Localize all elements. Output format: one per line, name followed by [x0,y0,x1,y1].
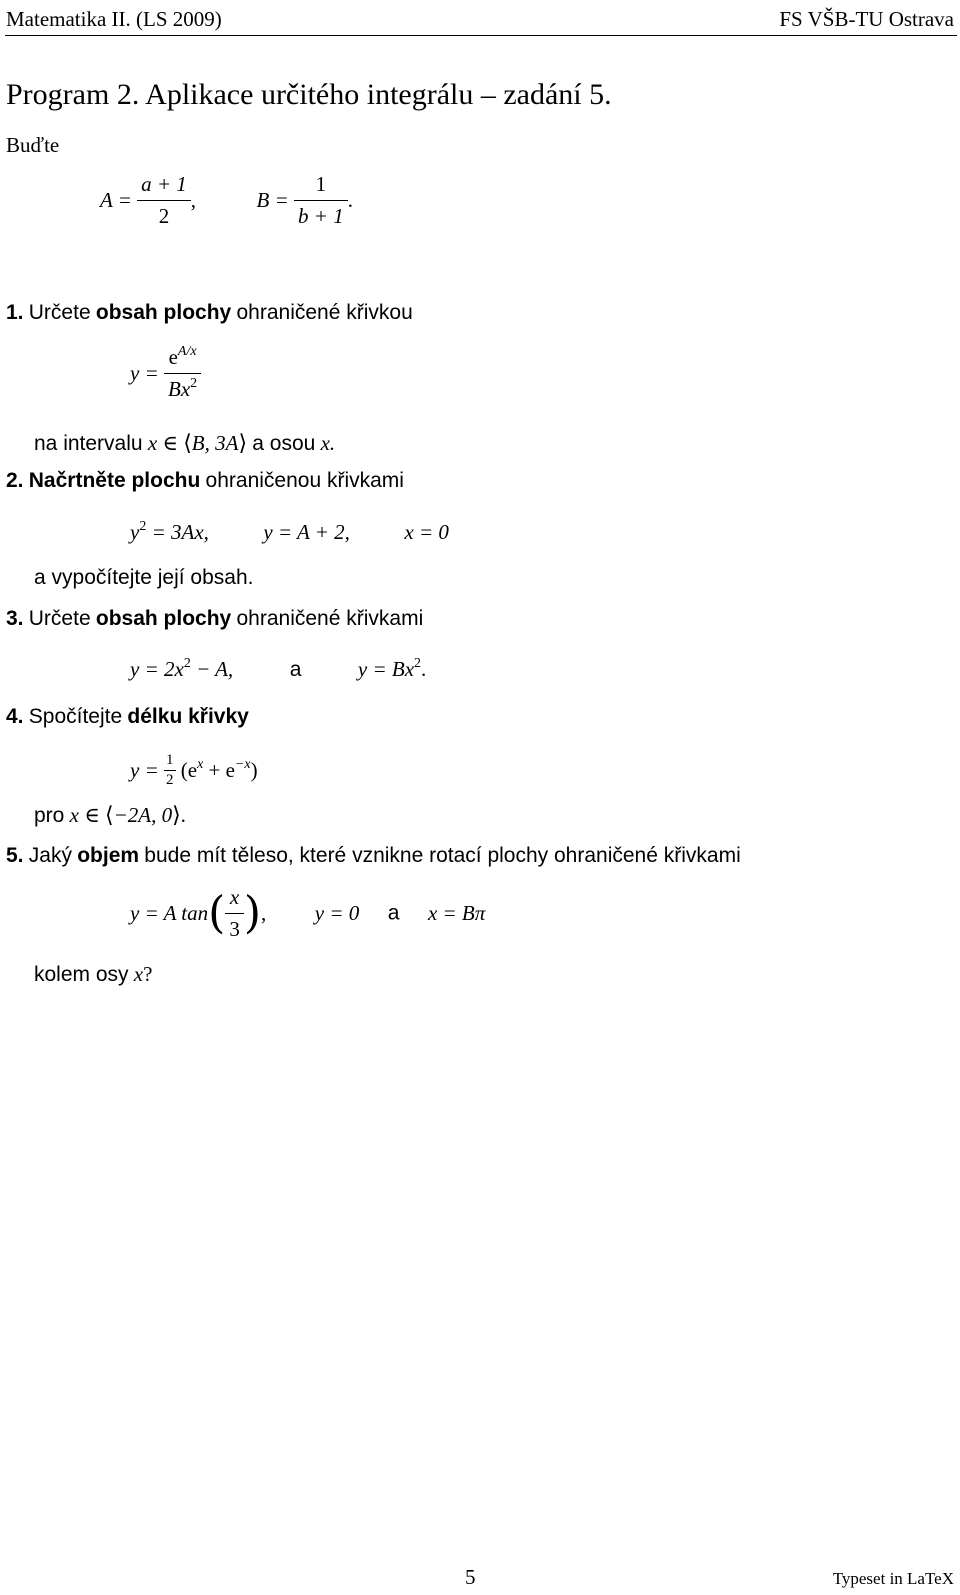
problem-4-bold: délku křivky [127,705,249,728]
p4-eq-denominator: 2 [166,772,174,788]
p5-after-var: x [133,962,144,986]
p1-after-x: x [147,431,158,455]
p3-eq1-sup: 2 [183,656,191,671]
p5-eq-sep: , [261,901,267,925]
p5-eq-lhs: y = A tan [130,901,209,925]
problem-3-bold: obsah plochy [95,607,232,630]
defs-equation [100,172,353,229]
p3-eq1-b: − A, [196,657,234,681]
problem-5-number: 5. [6,844,24,867]
p4-after-rangle: ⟩ [172,803,181,828]
p5-eq2: y = 0 [314,901,360,925]
def-b-denominator: b + 1 [298,204,344,228]
problem-1-text-a: Určete [28,301,91,324]
problem-1-number: 1. [6,301,24,324]
problem-3-text-b: ohraničené křivkami [236,607,424,630]
header-right: FS VŠB-TU Ostrava [779,7,954,31]
problem-1-equation [130,345,201,402]
p2-eq1-rest: = 3Ax, [151,520,209,544]
problem-5-text-b: bude mít těleso, které vznikne rotací plochy ohraničené křivkami [144,844,741,867]
problem-5-equation [130,885,485,942]
problem-3-equation [130,657,426,682]
problem-2-after: a vypočítejte její obsah. [34,566,254,589]
def-a-lhs: A = [100,188,132,212]
p4-eq-body: $(e^x + e^{-x})$ [180,757,258,782]
def-b-fraction [294,172,348,229]
p1-after-langle: ⟨ [183,431,192,456]
problem-3-heading [6,606,423,631]
problem-1-text-b: ohraničené křivkou [236,301,413,324]
p1-eq-numerator: $e^{A/x}$ [164,345,201,374]
problem-2-text-b: ohraničenou křivkami [205,469,404,492]
p3-eq2-a: y = Bx [357,657,415,681]
p4-eq-fraction [164,752,176,789]
p3-conj: a [289,658,302,681]
p5-eq-fraction [225,885,244,942]
def-a-fraction [137,172,191,229]
p4-after-langle: ⟨ [104,803,114,828]
p5-paren-right: ) [243,887,261,939]
problem-2-number: 2. [6,469,24,492]
problem-4-heading [6,704,249,729]
intro-text: Buďte [6,133,60,157]
def-b-lhs: B = [256,188,289,212]
p1-after-var: x. [320,431,336,455]
problem-1-heading [6,300,413,325]
typeset-note: Typeset in LaTeX [832,1569,954,1588]
problem-2-bold: Načrtněte plochu [28,469,201,492]
problem-5-heading [6,843,741,868]
problem-5-after [34,962,152,987]
header-left: Matematika II. (LS 2009) [6,7,222,31]
p1-eq-denominator: Bx$^2$ [168,376,198,401]
def-end: . [347,188,353,212]
p4-after-pre: pro [34,804,65,827]
p4-after-end: . [180,803,186,827]
p1-after-pre: na intervalu [34,432,143,455]
problem-4-number: 4. [6,705,24,728]
p5-eq-denominator: 3 [229,917,240,941]
p1-after-interval: B, 3A [191,431,239,455]
p2-eq3: x = 0 [404,520,449,544]
p4-after-x: x [69,803,79,827]
problem-1-bold: obsah plochy [95,301,232,324]
p4-after-in: ∈ [84,803,100,827]
p2-eq2: y = A + 2, [263,520,350,544]
p5-paren-left: ( [208,887,226,939]
p3-eq2-sup: 2 [414,656,422,671]
page-title: Program 2. Aplikace určitého integrálu – zadání 5. [6,78,612,111]
problem-4-equation [130,752,258,789]
p3-eq2-b: . [421,657,427,681]
p2-eq1-var: y [130,520,140,544]
def-a-numerator: a + 1 [137,172,191,201]
p4-eq-lhs: y = [130,758,159,782]
p2-eq1-sup: 2 [139,519,147,534]
p4-after-interval: −2A, 0 [113,803,173,827]
p5-eq-numerator: x [225,885,244,914]
p1-after-rangle: ⟩ [238,431,248,456]
problem-2-heading [6,468,404,493]
p5-after-end: ? [143,962,153,986]
header-rule [5,35,957,36]
problem-4-after [34,803,186,828]
p5-eq3: x = Bπ [427,901,486,925]
p3-eq1-a: y = 2x [130,657,184,681]
problem-3-number: 3. [6,607,24,630]
problem-1-after [34,431,335,456]
problem-4-text-a: Spočítejte [28,705,123,728]
problem-5-text-a: Jaký [28,844,72,867]
def-b-numerator: 1 [294,172,348,201]
def-sep: , [190,188,197,212]
def-a-denominator: 2 [158,204,170,228]
problem-5-bold: objem [77,844,140,867]
p5-after-pre: kolem osy [34,963,129,986]
p1-after-post: a osou [252,432,316,455]
p1-eq-fraction [164,345,201,402]
page-number: 5 [465,1565,476,1589]
problem-3-text-a: Určete [28,607,91,630]
p1-after-in: ∈ [162,431,178,455]
p4-eq-numerator: 1 [164,752,176,771]
p5-conj: a [387,901,400,925]
p1-eq-lhs: y = [130,361,159,385]
problem-2-equation [130,520,449,545]
